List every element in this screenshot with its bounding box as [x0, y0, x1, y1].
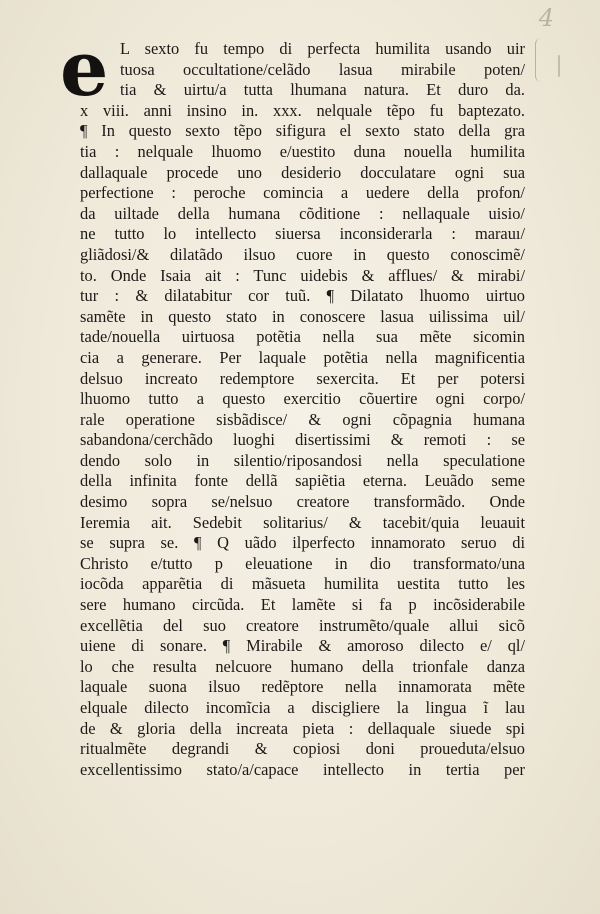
text-line: Christo e/tutto p eleuatione in dio transformato/una [80, 553, 525, 573]
text-line: Ieremia ait. Sedebit solitarius/ & tacebit/quia leuauit [80, 512, 525, 532]
text-line: excellẽtia del suo creatore instrumẽto/quale allui sicõ [80, 615, 525, 635]
text-line: elquale dilecto incomĩcia a discigliere la lingua ĩ lau [80, 698, 525, 717]
text-line: cia a generare. Per laquale potẽtia nella magnificentia [80, 347, 525, 367]
text-line: tia & uirtu/a tutta lhumana natura. Et duro da. [120, 80, 525, 100]
text-column [60, 24, 525, 780]
text-line: dendo solo in silentio/riposandosi nella speculatione [80, 450, 525, 470]
text-line: lhuomo tutto a questo exercitio cõuertire ogni corpo/ [80, 389, 525, 409]
text-line: iocõda apparẽtia di mãsueta humilita uestita tutto les [80, 574, 525, 594]
text-line: da uiltade della humana cõditione : nellaquale uisio/ [80, 203, 525, 223]
text-line: x viii. anni insino in. xxx. nelquale tẽpo fu baptezato. [80, 100, 525, 120]
text-line: sabandona/cerchãdo luoghi disertissimi & remoti : se [80, 430, 525, 450]
text-line: tia : nelquale lhuomo e/uestito duna nouella humilita [80, 141, 525, 161]
text-line: delsuo increato redemptore sexercita. Et per potersi [80, 368, 525, 388]
text-line: dallaquale procede uno desiderio docculatare ogni sua [80, 162, 525, 182]
text-line: laquale suona ilsuo redẽptore nella innamorata mẽte [80, 677, 525, 697]
text-line: tade/nouella uirtuosa potẽtia nella sua mẽte sicomin [80, 327, 525, 347]
text-line: lo che resulta nelcuore humano della trionfale danza [80, 656, 525, 676]
text-line: ne tutto lo intellecto siuersa inconsiderarla : marauı/ [80, 224, 525, 244]
text-line: L sexto fu tempo di perfecta humilita usando uir [120, 39, 525, 58]
text-line: della infinita fonte dellã sapiẽtia eterna. Leuãdo seme [80, 471, 525, 491]
text-line: se supra se. ¶ Q uãdo ilperfecto innamorato seruo di [80, 533, 525, 553]
folio-number: 4 [538, 4, 554, 32]
text-line: excellentissimo stato/a/capace intellecto in tertia per [80, 759, 525, 779]
text-line: perfectione : peroche comincia a uedere della profon/ [80, 183, 525, 203]
text-line: tur : & dilatabitur cor tuũ. ¶ Dilatato lhuomo uirtuo [80, 286, 525, 306]
text-line: ¶ In questo sexto tẽpo sifigura el sexto stato della gra [80, 121, 525, 141]
text-line: desimo sopra se/nelsuo creatore transformãdo. Onde [80, 492, 525, 512]
text-line: gliãdosi/& dilatãdo ilsuo cuore in questo conoscimẽ/ [80, 244, 525, 264]
text-line: tuosa occultatione/celãdo lasua mirabile poten/ [120, 59, 525, 79]
text-line: to. Onde Isaia ait : Tunc uidebis & afflues/ & mirabi/ [80, 265, 525, 285]
margin-tick-mark [558, 55, 560, 77]
text-line: uiene di sonare. ¶ Mirabile & amoroso dilecto e/ ql/ [80, 636, 525, 656]
text-line: ritualmẽte degrandi & copiosi doni proueduta/elsuo [80, 739, 525, 759]
margin-bracket-mark [535, 38, 546, 82]
text-line: de & gloria della increata pieta : dellaquale siuede spi [80, 718, 525, 738]
text-line: samẽte in questo stato in conoscere lasua uilissima uil/ [80, 306, 525, 326]
text-line: sere humano circũda. Et lamẽte si fa p incõsiderabile [80, 595, 525, 615]
initial-letter: e [60, 24, 109, 113]
text-line: rale operatione sisbãdisce/ & ogni cõpagnia humana [80, 409, 525, 429]
